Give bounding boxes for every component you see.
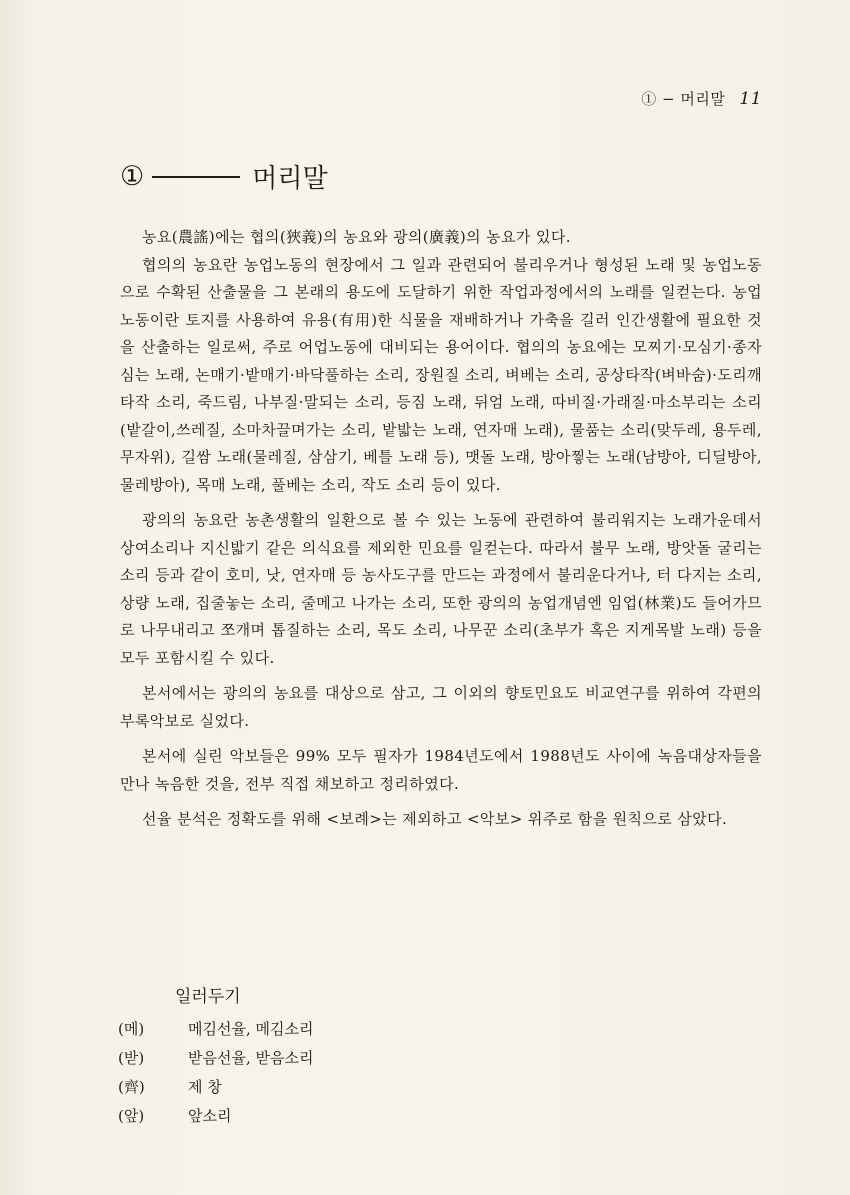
paragraph-scope: 본서에서는 광의의 농요를 대상으로 삼고, 그 이외의 향토민요도 비교연구를 위하여 각편의 부록악보로 실었다.: [120, 684, 762, 730]
chapter-title: 머리말: [252, 164, 328, 194]
running-head: [641, 88, 762, 109]
paragraph-broad-definition: 광의의 농요란 농촌생활의 일환으로 볼 수 있는 노동에 관련하여 불리워지는 노래가운데서 상여소리나 지신밟기 같은 의식요를 제외한 민요를 일컫는다. 따라서 불무 노래, 방앗돌 굴리는 소리 등과 같이 호미, 낫, 연자매 등 농사도구를 만드는 과정에서 불리운다거나, 터 다지는 소리, 상량 노래, 집줄놓는 소리, 줄메고 나가는 소리, 또한 광의의 농업개념엔 임업(林業)도 들어가므로 나무내리고 쪼개며 톱질하는 소리, 목도 소리, 나무꾼 소리(초부가 혹은 지게목발 노래) 등을 모두 포함시킬 수 있다.: [120, 511, 762, 667]
chapter-number: ①: [120, 161, 145, 192]
legend-desc: 받음선율, 받음소리: [188, 1049, 314, 1067]
legend-abbr: (앞): [118, 1107, 145, 1125]
legend-item: [118, 1014, 313, 1043]
legend-item: [118, 1043, 313, 1072]
legend-item: [118, 1072, 313, 1101]
running-head-section: ① − 머리말: [641, 90, 726, 108]
paragraph-intro: 농요(農謠)에는 협의(狹義)의 농요와 광의(廣義)의 농요가 있다.: [142, 228, 571, 246]
page-number: 11: [739, 89, 762, 109]
legend-abbr: (메): [118, 1020, 145, 1038]
paragraph-recordings: 본서에 실린 악보들은 99% 모두 필자가 1984년도에서 1988년도 사이에 녹음대상자들을 만나 녹음한 것을, 전부 직접 채보하고 정리하였다.: [120, 747, 762, 793]
legend-desc: 제 창: [188, 1078, 222, 1096]
heading-rule: [152, 176, 240, 178]
legend-desc: 메김선율, 메김소리: [188, 1020, 314, 1038]
legend-abbr: (받): [118, 1049, 145, 1067]
paragraph-narrow-definition: 협의의 농요란 농업노동의 현장에서 그 일과 관련되어 불리우거나 형성된 노래 및 농업노동으로 수확된 산출물을 그 본래의 용도에 도달하기 위한 작업과정에서의 노래를 일컫는다. 농업노동이란 토지를 사용하여 유용(有用)한 식물을 재배하거나 가축을 길러 인간생활에 필요한 것을 산출하는 일로써, 주로 어업노동에 대비되는 용어이다. 협의의 농요에는 모찌기·모심기·종자심는 노래, 논매기·밭매기·바닥풀하는 소리, 장원질 소리, 벼베는 소리, 공상타작(벼바숨)·도리깨타작 소리, 죽드림, 나부질·말되는 소리, 등짐 노래, 뒤엄 노래, 따비질·가래질·마소부리는 소리(밭갈이,쓰레질, 소마차끌며가는 소리, 밭밟는 노래, 연자매 노래), 물품는 소리(맞두레, 용두레, 무자위), 길쌈 노래(물레질, 삼삼기, 베틀 노래 등), 맷돌 노래, 방아찧는 노래(남방아, 디딜방아, 물레방아), 목매 노래, 풀베는 소리, 작도 소리 등이 있다.: [120, 255, 762, 494]
chapter-heading: [120, 158, 328, 195]
legend-item: [118, 1101, 313, 1130]
body-text: [120, 224, 762, 842]
legend-title: 일러두기: [175, 987, 241, 1007]
paragraph-analysis: 선율 분석은 정확도를 위해 <보례>는 제외하고 <악보> 위주로 함을 원칙으로 삼았다.: [142, 810, 728, 828]
legend-abbr: (齊): [118, 1078, 145, 1096]
legend-list: [118, 1014, 313, 1130]
legend-desc: 앞소리: [188, 1107, 232, 1125]
